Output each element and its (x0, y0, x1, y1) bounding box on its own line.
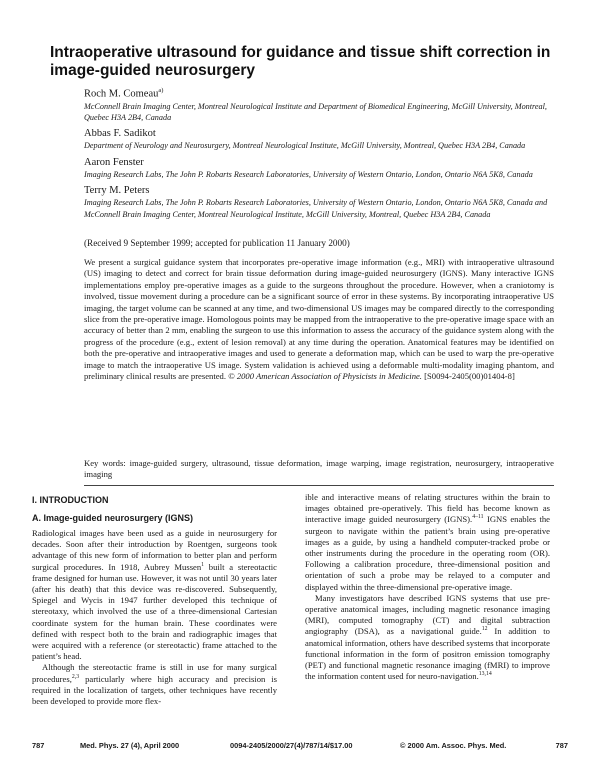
page-number: 787 (32, 741, 45, 750)
citation-marker: 2,3 (71, 673, 80, 680)
author-name: Roch M. Comeau$^{a)}$ (84, 87, 164, 100)
section-divider (84, 485, 554, 486)
body-column-left (32, 492, 277, 707)
article-code: 0094-2405/2000/27(4)/787/14/$17.00 (230, 741, 353, 750)
received-dates: (Received 9 September 1999; accepted for publication 11 January 2000) (84, 238, 350, 248)
author-list (84, 85, 554, 225)
abstract (84, 257, 554, 382)
author-name: Terry M. Peters (84, 185, 150, 197)
abstract-copyright: © 2000 American Association of Physicists in Medicine. (228, 371, 422, 382)
body-paragraph: Many investigators have described IGNS systems that use pre-operative anatomical images, including magnetic resonance imaging (MRI), computed tomography (CT) and digital subtraction angiography (DSA), as a navigational guide.$^{12}$ In addition to anatomical information, others have described systems that incorporate functional information in the form of positron emission tomography (PET) and functional magnetic resonance imaging (fMRI) to improve the information content used for neuro-navigation.$^{13,14}$ (305, 592, 550, 682)
author-block (84, 85, 554, 123)
abstract-doi: [S0094-2405(00)01404-8] (424, 371, 515, 382)
author-affiliation: Department of Neurology and Neurosurgery, Montreal Neurological Institute, McGill University, Montreal, Quebec H3A 2B4, Canada (84, 141, 526, 151)
body-paragraph: Radiological images have been used as a guide in neurosurgery for decades. Soon after their introduction by Roentgen, surgeons took advantage of this new form of information to better plan and perform surgical procedures. In 1918, Aubrey Mussen$^1$ built a stereotactic frame designed for human use. However, it was not until 30 years later (after his death) that this device was re-discovered. Subsequently, Spiegel and Wycis in 1947 further developed this technique of stereotaxy, which involved the use of a three-dimensional Cartesian coordinate system for the human brain. These coordinates were defined with respect both to the brain and radiographic images that were acquired with a reference (or stereotactic) frame attached to the patient’s head. (32, 528, 277, 662)
author-block (84, 157, 554, 180)
author-name: Aaron Fenster (84, 156, 144, 168)
author-footnote-marker: a) (158, 87, 164, 94)
citation-marker: 4–11 (472, 514, 484, 521)
subsection-heading: A. Image-guided neurosurgery (IGNS) (32, 513, 194, 523)
author-affiliation: Imaging Research Labs, The John P. Robarts Research Laboratories, University of Western Ontario, London, Ontario N6A 5K8, Canada and McConnell Brain Imaging Center, Montreal Neurological Institute, McGill University, Montreal, Quebec H3A 2B4, Canada (84, 198, 548, 219)
body-column-right (305, 492, 550, 682)
page-number: 787 (555, 741, 568, 750)
section-heading: I. INTRODUCTION (32, 495, 109, 505)
citation-marker: 1 (201, 561, 205, 568)
citation-marker: 13,14 (478, 671, 492, 678)
article-title: Intraoperative ultrasound for guidance and tissue shift correction in image-guided neurosurgery (50, 44, 551, 79)
keywords: Key words: image-guided surgery, ultrasound, tissue deformation, image warping, image registration, neurosurgery, intraoperative imaging (84, 458, 554, 480)
author-block (84, 185, 554, 220)
author-affiliation: McConnell Brain Imaging Center, Montreal Neurological Institute and Department of Biomedical Engineering, McGill University, Montreal, Quebec H3A 2B4, Canada (84, 101, 547, 122)
author-block (84, 128, 554, 151)
body-paragraph: Although the stereotactic frame is still in use for many surgical procedures,$^{2,3}$ particularly where high accuracy and precision is required in the localization of targets, other techniques have recently been developed to provide more flex- (32, 662, 277, 707)
journal-citation: Med. Phys. 27 (4), April 2000 (80, 741, 180, 750)
abstract-text: We present a surgical guidance system that incorporates pre-operative image information (e.g., MRI) with intraoperative ultrasound (US) imaging to detect and correct for brain tissue deformation during image-guided neurosurgery (IGNS). Many interactive IGNS implementations employ pre-operative images as a guide to the surgeons throughout the procedure. However, when a craniotomy is involved, tissue movement during a procedure can be a significant source of error in these systems. By incorporating intraoperative US imaging, the target volume can be scanned at any time, and two-dimensional US images may be compared directly to the corresponding slice from the pre-operative image. Homologous points may be mapped from the intraoperative to the pre-operative image space with an accuracy of better than 2 mm, enabling the surgeon to use this information to assess the accuracy of the guidance system along with the progress of the procedure (e.g., extent of lesion removal) at any time during the operation. Anatomical features may be identified on both the pre-operative and intraoperative images and used to generate a deformation map, which can be used to warp the pre-operative image to match the intraoperative US image. System validation is achieved using a deformable multi-modality imaging phantom, and preliminary clinical results are presented. (84, 257, 554, 382)
page-footer (32, 741, 568, 753)
author-name: Abbas F. Sadikot (84, 128, 156, 140)
author-affiliation: Imaging Research Labs, The John P. Robarts Research Laboratories, University of Western Ontario, London, Ontario N6A 5K8, Canada (84, 169, 533, 179)
body-paragraph: ible and interactive means of relating structures within the brain to images obtained pre-operatively. This field has become known as interactive image guided neurosurgery (IGNS).$^{4-11}$ IGNS enables the surgeon to navigate within the patient’s brain using pre-operative images as a guide, by using a handheld computer-tracked probe or other instruments during the procedure in the operating room (OR). Following a calibration procedure, three-dimensional position and orientation of such a probe may be relayed to a computer and displayed within the three-dimensional pre-operative image. (305, 492, 550, 592)
footer-copyright: © 2000 Am. Assoc. Phys. Med. (400, 741, 507, 750)
citation-marker: 12 (481, 626, 488, 633)
